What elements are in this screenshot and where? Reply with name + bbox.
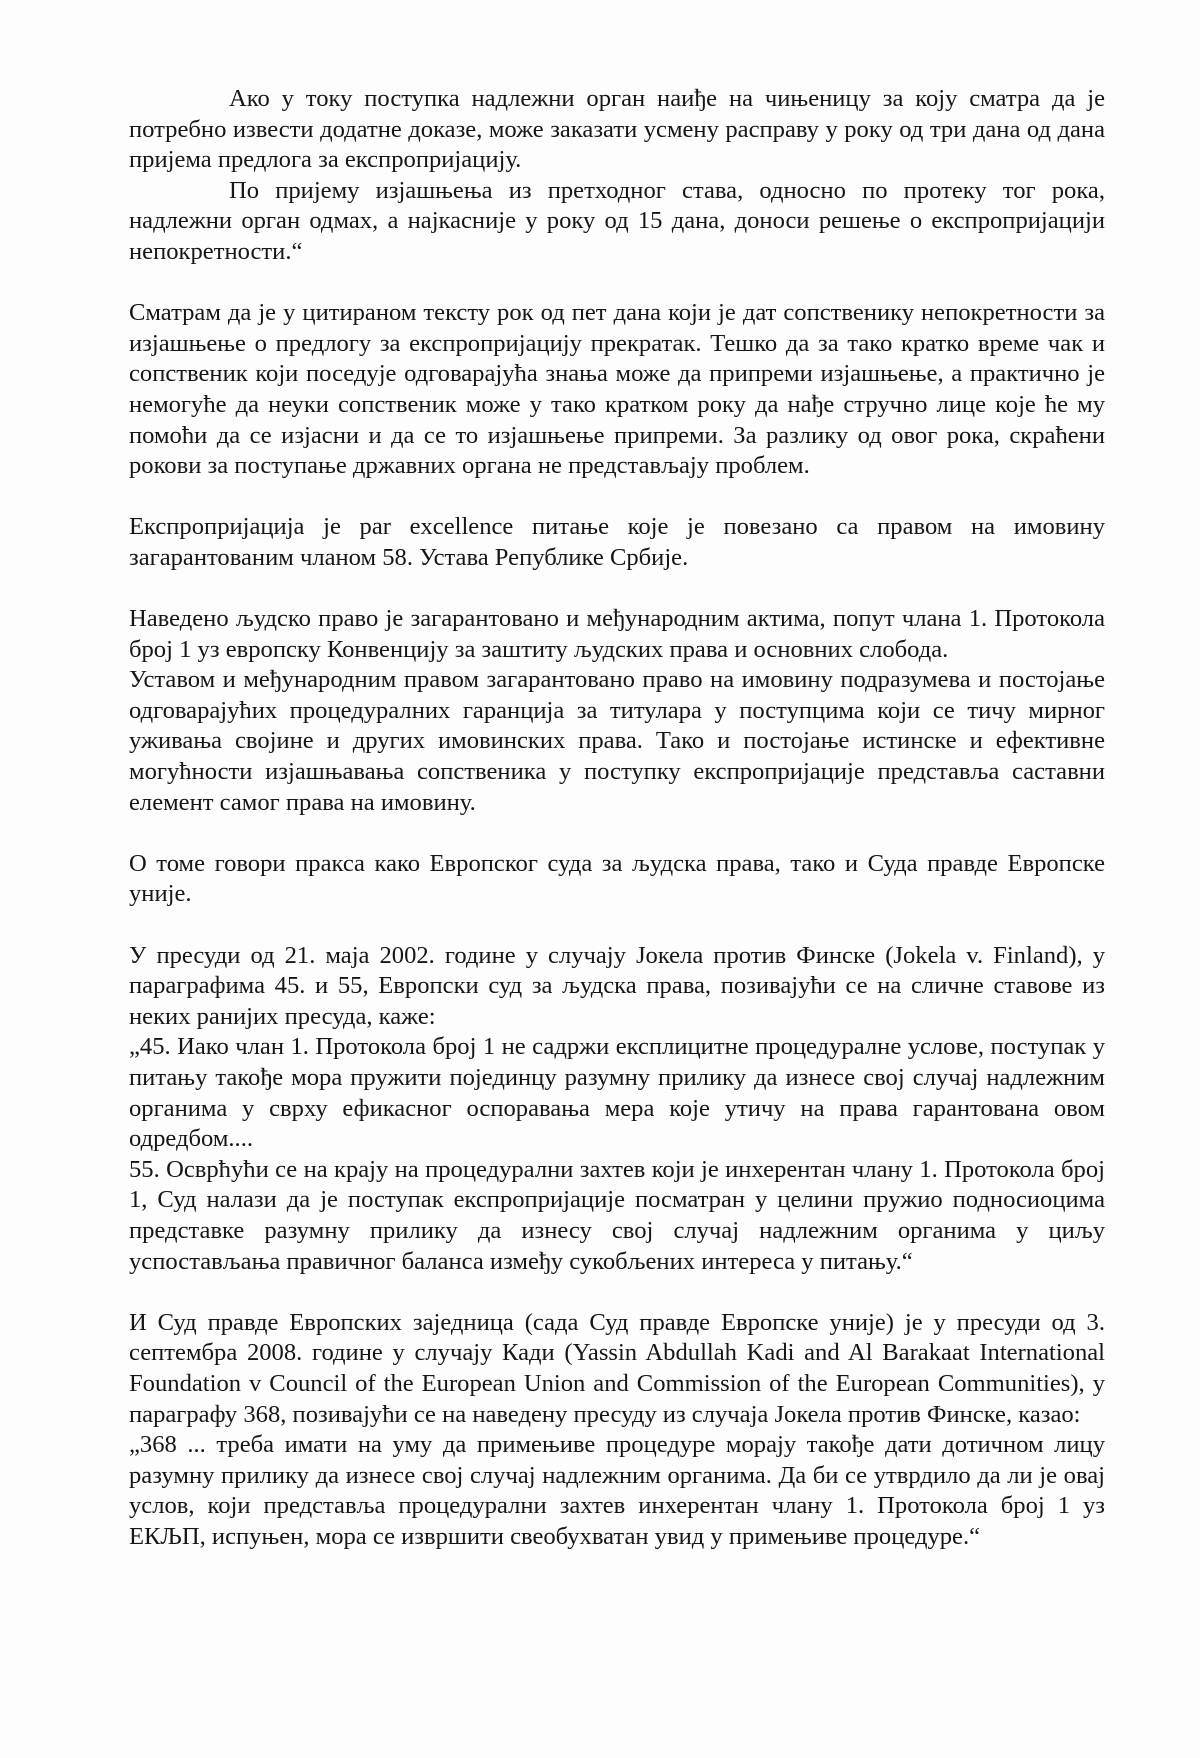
paragraph-oral-hearing: Ако у току поступка надлежни орган наиђе на чињеницу за коју сматра да је потребно извести додатне доказе, може заказати усмену расправу у року од три дана од дана пријема предлога за експропријацију.: [129, 85, 1105, 174]
paragraph-procedural-guarantees: Уставом и међународним правом загарантовано право на имовину подразумева и постојање одговарајућих процедуралних гаранција за титулара у поступцима који се тичу мирног уживања својине и других имовинских права. Тако и постојање истинске и ефективне могућности изјашњавања сопственика у поступку експропријације представља саставни елемент самог права на имовину.: [129, 666, 1105, 816]
paragraph-deadline-opinion: Сматрам да је у цитираном тексту рок од пет дана који је дат сопственику непокретности за изјашњење о предлогу за експропријацију прекратак. Тешко да за тако кратко време чак и сопственик који поседује одговарајућа знања може да припреми изјашњење, а практично је немогуће да неуки сопственик може у тако кратком року да нађе стручно лице које ће му помоћи да се изјасни и да се то изјашњење припреми. За разлику од овог рока, скраћени рокови за поступање државних органа не представљају проблем.: [129, 299, 1105, 480]
quote-paragraph-368: „368 ... треба имати на уму да примењиве процедуре морају такође дати дотичном лицу разумну прилику да изнесе свој случај надлежним органима. Да би се утврдило да ли је овај услов, који представља процедурални захтев инхерентан члану 1. Протокола број 1 уз ЕКЉП, испуњен, мора се извршити свеобухватан увид у примењиве процедуре.“: [129, 1431, 1105, 1550]
quote-paragraph-55: 55. Осврћући се на крају на процедурални захтев који је инхерентан члану 1. Протокола број 1, Суд налази да је поступак експропријације посматран у целини пружио подносиоцима представке разумну прилику да изнесу свој случај надлежним органима у циљу успостављања правичног баланса између сукобљених интереса у питању.“: [129, 1155, 1105, 1275]
paragraph-decision-deadline: По пријему изјашњења из претходног става, односно по протеку тог рока, надлежни орган одмах, а најкасније у року од 15 дана, доноси решење о експропријацији непокретности.“: [129, 176, 1105, 265]
paragraph-kadi-intro: И Суд правде Европских заједница (сада Суд правде Европске уније) је у пресуди од 3. септембра 2008. године у случају Кади (Yassin Abdullah Kadi and Al Barakaat International Foundation v Council of the European Union and Commission of the European Communities), у параграфу 368, позивајући се на наведену пресуду из случаја Јокела против Финске, казао:: [129, 1308, 1105, 1428]
paragraph-case-law-intro: О томе говори пракса како Европског суда за људска права, тако и Суда правде Европске уније.: [129, 849, 1105, 908]
paragraph-property-right: Експропријација је par excellence питање које је повезано са правом на имовину загарантованим чланом 58. Устава Републике Србије.: [129, 513, 1105, 571]
paragraph-international-acts: Наведено људско право је загарантовано и међународним актима, попут члана 1. Протокола број 1 уз европску Конвенцију за заштиту људских права и основних слобода.: [129, 605, 1105, 663]
document-body: [129, 84, 1105, 1553]
quote-paragraph-45: „45. Иако члан 1. Протокола број 1 не садржи експлицитне процедуралне услове, поступак у питању такође мора пружити појединцу разумну прилику да изнесе свој случај надлежним органима у сврху ефикасног оспоравања мера које утичу на права гарантована овом одредбом....: [129, 1033, 1105, 1153]
paragraph-jokela-intro: У пресуди од 21. маја 2002. године у случају Јокела против Финске (Jokela v. Finland), у параграфима 45. и 55, Европски суд за људска права, позивајући се на сличне ставове из неких ранијих пресуда, каже:: [129, 941, 1105, 1030]
